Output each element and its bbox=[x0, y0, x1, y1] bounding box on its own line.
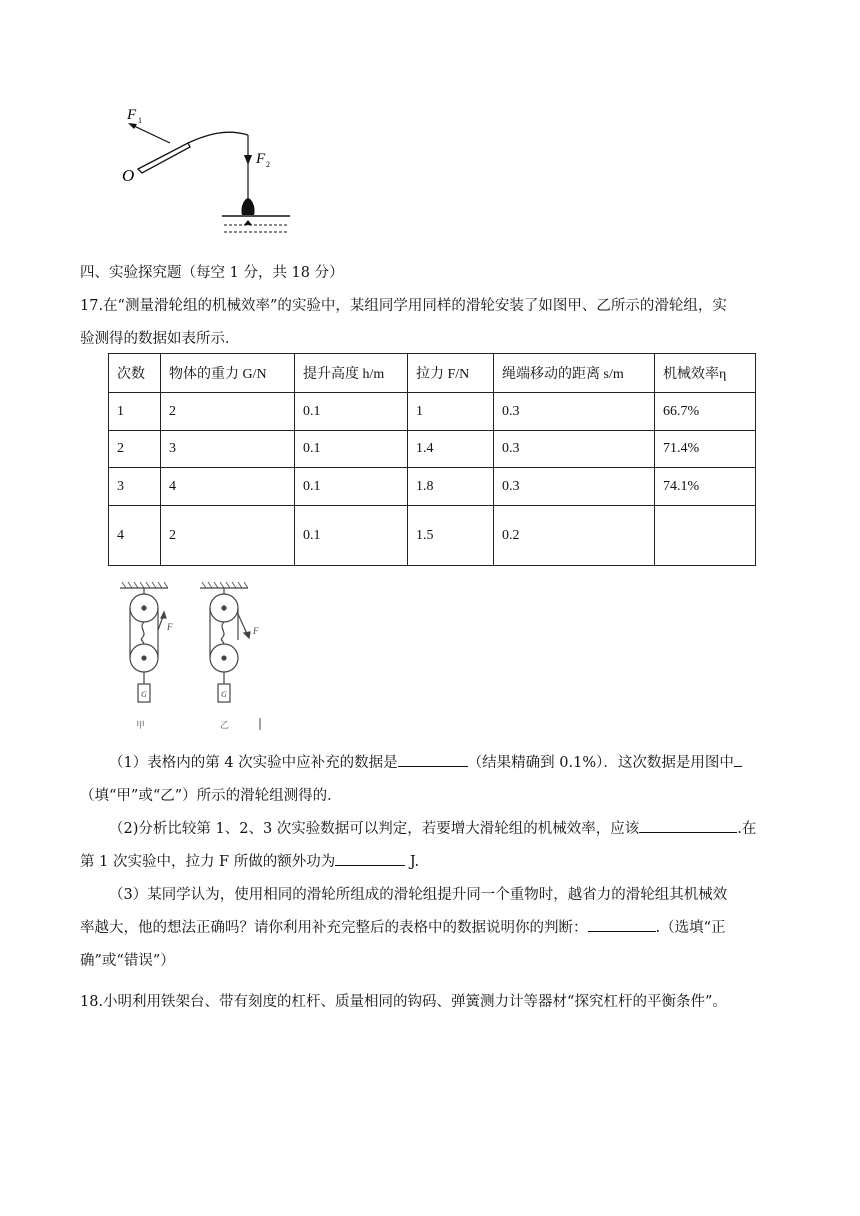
sub2-text-a: （2)分析比较第 1、2、3 次实验数据可以判定，若要增大滑轮组的机械效率，应该 bbox=[109, 821, 640, 837]
table-header: 绳端移动的距离 s/m bbox=[494, 354, 655, 393]
sub-question-3 bbox=[80, 879, 780, 978]
table-header: 提升高度 h/m bbox=[295, 354, 408, 393]
pulley-jia bbox=[120, 582, 168, 702]
label-f1: F bbox=[127, 107, 137, 123]
table-header: 次数 bbox=[109, 354, 161, 393]
answer-blank-judgement[interactable] bbox=[588, 915, 656, 932]
label-f2-sub: 2 bbox=[266, 160, 270, 169]
table-cell: 0.1 bbox=[295, 393, 408, 431]
table-cell: 0.3 bbox=[494, 431, 655, 468]
sub-question-1 bbox=[80, 747, 780, 813]
table-cell: 1.5 bbox=[408, 506, 494, 566]
table-header: 拉力 F/N bbox=[408, 354, 494, 393]
table-cell: 2 bbox=[161, 393, 295, 431]
table-cell: 2 bbox=[109, 431, 161, 468]
answer-blank-efficiency[interactable] bbox=[398, 750, 468, 767]
table-cell: 66.7% bbox=[655, 393, 756, 431]
sub1-text-a: （1）表格内的第 4 次实验中应补充的数据是 bbox=[109, 755, 398, 771]
weight-label-jia: G bbox=[141, 690, 147, 699]
sub2-text-c: 第 1 次实验中，拉力 F 所做的额外功为 bbox=[80, 854, 336, 870]
caption-yi: 乙 bbox=[220, 721, 230, 731]
table-cell: 1.4 bbox=[408, 431, 494, 468]
sub3-line1: （3）某同学认为，使用相同的滑轮所组成的滑轮组提升同一个重物时，越省力的滑轮组其机械效 bbox=[109, 887, 728, 903]
q17-intro-line1: 17.在“测量滑轮组的机械效率”的实验中，某组同学用同样的滑轮安装了如图甲、乙所示的滑轮组，实 bbox=[80, 298, 727, 314]
table-header: 机械效率η bbox=[655, 354, 756, 393]
table-cell: 74.1% bbox=[655, 468, 756, 506]
force-label-jia: F bbox=[167, 622, 173, 632]
table-cell: 0.3 bbox=[494, 468, 655, 506]
table-cell: 4 bbox=[109, 506, 161, 566]
table-row bbox=[109, 393, 756, 431]
label-o: O bbox=[122, 166, 135, 185]
table-cell: 0.1 bbox=[295, 468, 408, 506]
sub3-text-b: .（选填“正 bbox=[655, 920, 726, 936]
table-cell: 2 bbox=[161, 506, 295, 566]
table-cell: 0.2 bbox=[494, 506, 655, 566]
section-title: 四、实验探究题（每空 1 分，共 18 分） bbox=[80, 265, 344, 281]
label-f1-sub: 1 bbox=[138, 116, 142, 125]
table-cell: 4 bbox=[161, 468, 295, 506]
table-cell: 0.1 bbox=[295, 431, 408, 468]
sub1-text-b: （结果精确到 0.1%）．这次数据是用图中 bbox=[467, 755, 734, 771]
table-header: 物体的重力 G/N bbox=[161, 354, 295, 393]
data-table bbox=[108, 353, 756, 566]
pulley-yi bbox=[200, 582, 250, 702]
answer-blank-figure[interactable] bbox=[734, 750, 742, 767]
sub-question-2 bbox=[80, 813, 780, 879]
q17-intro-line2: 验测得的数据如表所示． bbox=[80, 331, 240, 347]
table-row bbox=[109, 506, 756, 566]
q18-text: 18.小明利用铁架台、带有刻度的杠杆、质量相同的钩码、弹簧测力计等器材“探究杠杆的平衡条件”。 bbox=[80, 994, 727, 1010]
force-label-yi: F bbox=[253, 626, 259, 636]
table-row bbox=[109, 431, 756, 468]
table-cell: 3 bbox=[161, 431, 295, 468]
q17-intro bbox=[80, 290, 780, 356]
table-cell: 1 bbox=[408, 393, 494, 431]
weight-label-yi: G bbox=[221, 690, 227, 699]
table-cell: 1.8 bbox=[408, 468, 494, 506]
label-f2: F bbox=[256, 151, 266, 167]
caption-jia: 甲 bbox=[136, 721, 146, 731]
table-cell: 0.1 bbox=[295, 506, 408, 566]
table-cell: 3 bbox=[109, 468, 161, 506]
table-row bbox=[109, 468, 756, 506]
sub3-line3: 确”或“错误”） bbox=[80, 953, 175, 969]
answer-blank-method[interactable] bbox=[639, 816, 737, 833]
table-header-row bbox=[109, 354, 756, 393]
pulley-figure bbox=[110, 580, 280, 735]
table-cell: 1 bbox=[109, 393, 161, 431]
table-cell: 0.3 bbox=[494, 393, 655, 431]
sub2-text-b: .在 bbox=[737, 821, 757, 837]
lever-figure bbox=[110, 95, 310, 250]
table-cell bbox=[655, 506, 756, 566]
sub2-text-d: J. bbox=[405, 854, 420, 870]
answer-blank-extra-work[interactable] bbox=[335, 849, 405, 866]
table-cell: 71.4% bbox=[655, 431, 756, 468]
sub1-line2: （填“甲”或“乙”）所示的滑轮组测得的． bbox=[80, 788, 342, 804]
sub3-text-a: 率越大，他的想法正确吗？请你利用补充完整后的表格中的数据说明你的判断： bbox=[80, 920, 588, 936]
